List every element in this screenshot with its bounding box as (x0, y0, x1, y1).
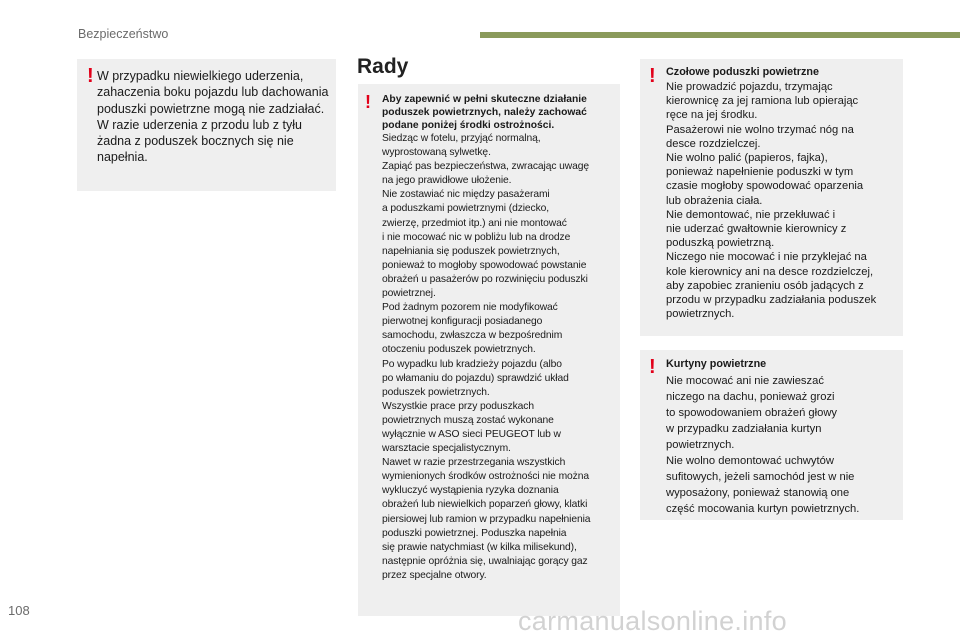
curtain-airbags-text: Nie mocować ani nie zawieszać niczego na dachu, ponieważ grozi to spowodowaniem obrażeń głowy w przypadku zadziałania kurtyn powietrznych. Nie wolno demontować uchwytów sufitowych, jeżeli samochód jest w nie wyposażony, ponieważ stanowią one część mocowania kurtyn powietrznych. (666, 375, 860, 515)
frontal-airbags-heading: Czołowe poduszki powietrzne (666, 66, 819, 78)
warning-icon: ! (365, 92, 371, 112)
watermark: carmanualsonline.info (518, 606, 787, 636)
warning-icon: ! (649, 65, 656, 87)
frontal-airbags-text: Nie prowadzić pojazdu, trzymając kierownicę za jej ramiona lub opierając ręce na jej środku. Pasażerowi nie wolno trzymać nóg na desce rozdzielczej. Nie wolno palić (papieros, fajka), ponieważ napełnienie poduszki w tym czasie mogłoby spowodować oparzenia lub obrażenia ciała. Nie demontować, nie przekłuwać i nie uderzać gwałtownie kierownicy z poduszką powietrzną. Niczego nie mocować i nie przyklejać na kole kierownicy ani na desce rozdzielczej, aby zapobiec zranieniu osób jadących z przodu w przypadku zadziałania poduszek powietrznych. (666, 81, 877, 321)
advice-text: Siedząc w fotelu, przyjąć normalną, wyprostowaną sylwetkę. Zapiąć pas bezpieczeństwa, zwracając uwagę na jego prawidłowe ułożenie. Nie zostawiać nic między pasażerami a poduszkami powietrznymi (dziecko, zwierzę, przedmiot itp.) ani nie montować i nie mocować nic w pobliżu lub na drodze napełniania się poduszek powietrznych, ponieważ to mogłoby spowodować powstanie obrażeń u pasażerów po rozwinięciu poduszki powietrznej. Pod żadnym pozorem nie modyfikować pierwotnej konfiguracji posiadanego samochodu, zwłaszcza w bezpośrednim otoczeniu poduszek powietrznych. Po wypadku lub kradzieży pojazdu (albo po włamaniu do pojazdu) sprawdzić układ poduszek powietrznych. Wszystkie prace przy poduszkach powietrznych muszą zostać wykonane wyłącznie w ASO sieci PEUGEOT lub w warsztacie specjalistycznym. Nawet w razie przestrzegania wszystkich wymienionych środków ostrożności nie można wykluczyć wystąpienia ryzyka doznania obrażeń lub niewielkich poparzeń głowy, klatki piersiowej lub ramion w przypadku napełnienia poduszki powietrznej. Poduszka napełnia się prawie natychmiast (w kilka milisekund), następnie opróżnia się, uwalniając gorący gaz przez specjalne otwory. (382, 133, 591, 581)
advice-heading: Aby zapewnić w pełni skuteczne działanie poduszek powietrznych, należy zachować podane poniżej środki ostrożności. (382, 94, 587, 132)
impact-warning-box (77, 59, 336, 191)
warning-icon: ! (649, 356, 656, 378)
curtain-airbags-box (640, 350, 903, 520)
warning-icon: ! (87, 65, 94, 87)
advice-box (358, 84, 620, 616)
impact-warning-text: W przypadku niewielkiego uderzenia, zahaczenia boku pojazdu lub dachowania poduszki powietrzne mogą nie zadziałać. W razie uderzenia z przodu lub z tyłu żadna z poduszek bocznych się nie napełnia. (97, 69, 329, 165)
frontal-airbags-box (640, 59, 903, 336)
section-title: Bezpieczeństwo (78, 27, 169, 41)
page-number: 108 (8, 603, 30, 618)
advice-title: Rady (357, 55, 409, 78)
section-accent-bar (480, 32, 960, 38)
curtain-airbags-heading: Kurtyny powietrzne (666, 358, 767, 370)
